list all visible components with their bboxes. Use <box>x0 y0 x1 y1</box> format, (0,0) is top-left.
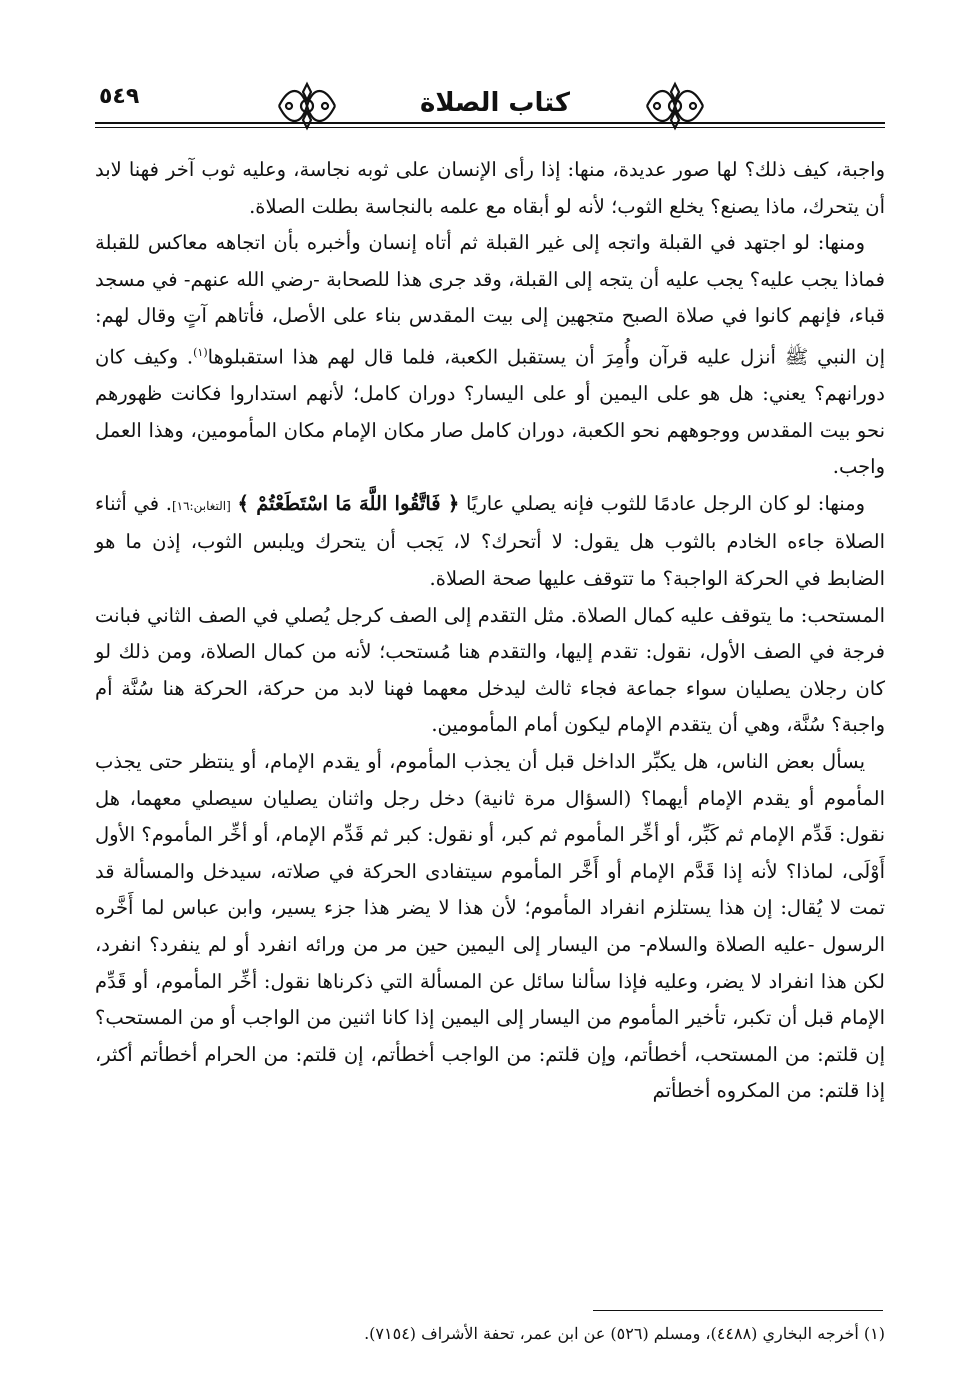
chapter-title: كتاب الصلاة <box>419 88 571 118</box>
page-header <box>95 78 885 138</box>
ornament-left-icon <box>275 80 339 132</box>
footnote-ref[interactable]: (١) <box>193 345 208 359</box>
page-number: ٥٤٩ <box>99 84 140 109</box>
footnote: (١) أخرجه البخاري (٤٤٨٨)، ومسلم (٥٢٦) عن ابن عمر، تحفة الأشراف (٧١٥٤). <box>364 1324 885 1343</box>
paragraph-3 <box>95 486 885 598</box>
verse-citation: [التغابن:١٦] <box>171 498 231 513</box>
paragraph-4: المستحب: ما يتوقف عليه كمال الصلاة. مثل التقدم إلى الصف كرجل يُصلي في الصف الثاني فبانت فرجة في الصف الأول، نقول: تقدم إليها، والتقدم هنا مُستحب؛ لأنه من كمال الصلاة، ومن ذلك لو كان رجلان يصليان سواء جماعة فجاء ثالث ليدخل معهما فهنا لابد من حركة، الحركة هنا سُنَّة أم واجبة؟ سُنَّة، وهي أن يتقدم الإمام ليكون أمام المأمومين. <box>95 603 885 737</box>
paragraph-3-rest: . في أثناء الصلاة جاءه الخادم بالثوب هل يقول: لا أتحرك؟ لا، يَجب أن يتحرك ويلبس الثوب، إذن ما هو الضابط في الحركة الواجبة؟ ما تتوقف عليها صحة الصلاة. <box>95 491 885 591</box>
paragraph-3-text: ومنها: لو كان الرجل عادمًا للثوب فإنه يصلي عاريًا <box>465 491 866 515</box>
quran-verse: ﴿ فَاتَّقُوا اللَّهَ مَا اسْتَطَعْتُمْ ﴾ <box>237 491 460 515</box>
header-rule <box>95 122 885 124</box>
paragraph-2-rest: . وكيف كان دورانهم؟ يعني: هل هو على اليمين أو على اليسار؟ دوران كامل؛ لأنهم استداروا فكانت ظهورهم نحو بيت المقدس ووجوههم نحو الكعبة، دوران كامل صار مكان الإمام مكان المأمومين، وهذا العمل واجب. <box>95 345 885 479</box>
paragraph-1: واجبة، كيف ذلك؟ لها صور عديدة، منها: إذا رأى الإنسان على ثوبه نجاسة، وعليه ثوب آخر فهنا لابد أن يتحرك، ماذا يصنع؟ يخلع الثوب؛ لأنه لو أبقاه مع علمه بالنجاسة بطلت الصلاة. <box>95 158 885 218</box>
paragraph-2 <box>95 225 885 486</box>
paragraph-2-text: ومنها: لو اجتهد في القبلة واتجه إلى غير القبلة ثم أتاه إنسان وأخبره بأن اتجاهه معاكس للقبلة فماذا يجب عليه؟ يجب عليه أن يتجه إلى القبلة، وقد جرى هذا للصحابة -رضي الله عنهم- في مسجد قباء، فإنهم كانوا في صلاة الصبح متجهين إلى بيت المقدس بناء على الأصل، فأتاهم آتٍ وقال لهم: إن النبي ﷺ أنزل عليه قرآن وأُمِرَ أن يستقبل الكعبة، فلما قال لهم هذا استقبلوها <box>95 231 885 369</box>
paragraph-5: يسأل بعض الناس، هل يكبِّر الداخل قبل أن يجذب المأموم، أو يقدم الإمام، أو ينتظر حتى يجذب المأموم أو يقدم الإمام أيهما؟ (السؤال مرة ثانية) دخل رجل واثنان يصليان سيصلي معهما، هل نقول: قَدِّم الإمام ثم كَبِّر، أو أخِّر المأموم ثم كبر، أو نقول: كبر ثم قَدِّم الإمام، أو أخِّر المأموم؟ الأول أَوْلَى، لماذا؟ لأنه إذا قَدَّم الإمام أو أَخَّر المأموم سيتفادى الحركة في صلاته، سيدخل والمسألة قد تمت لا يُقال: إن هذا يستلزم انفراد المأموم؛ لأن هذا لا يضر هذا جزء يسير، وابن عباس لما أَخَّره الرسول -عليه الصلاة والسلام- من اليسار إلى اليمين حين مر من ورائه انفرد أو لم ينفرد؟ انفرد، لكن هذا انفراد لا يضر، وعليه فإذا سألنا سائل عن المسألة التي ذكرناها نقول: أخِّر المأموم، أو قَدِّم الإمام قبل أن تكبر، تأخير المأموم من اليسار إلى اليمين إذا كانا اثنين من الواجب أو من المستحب؟ إن قلتم: من المستحب، أخطأتم، وإن قلتم: من الواجب أخطأتم، إن قلتم: من الحرام أخطأتم أكثر، إذا قلتم: من المكروه أخطأتم <box>95 750 885 1103</box>
header-rule-thin <box>95 127 885 128</box>
ornament-right-icon <box>643 80 707 132</box>
footnote-divider <box>593 1310 883 1311</box>
main-text <box>95 152 885 1110</box>
